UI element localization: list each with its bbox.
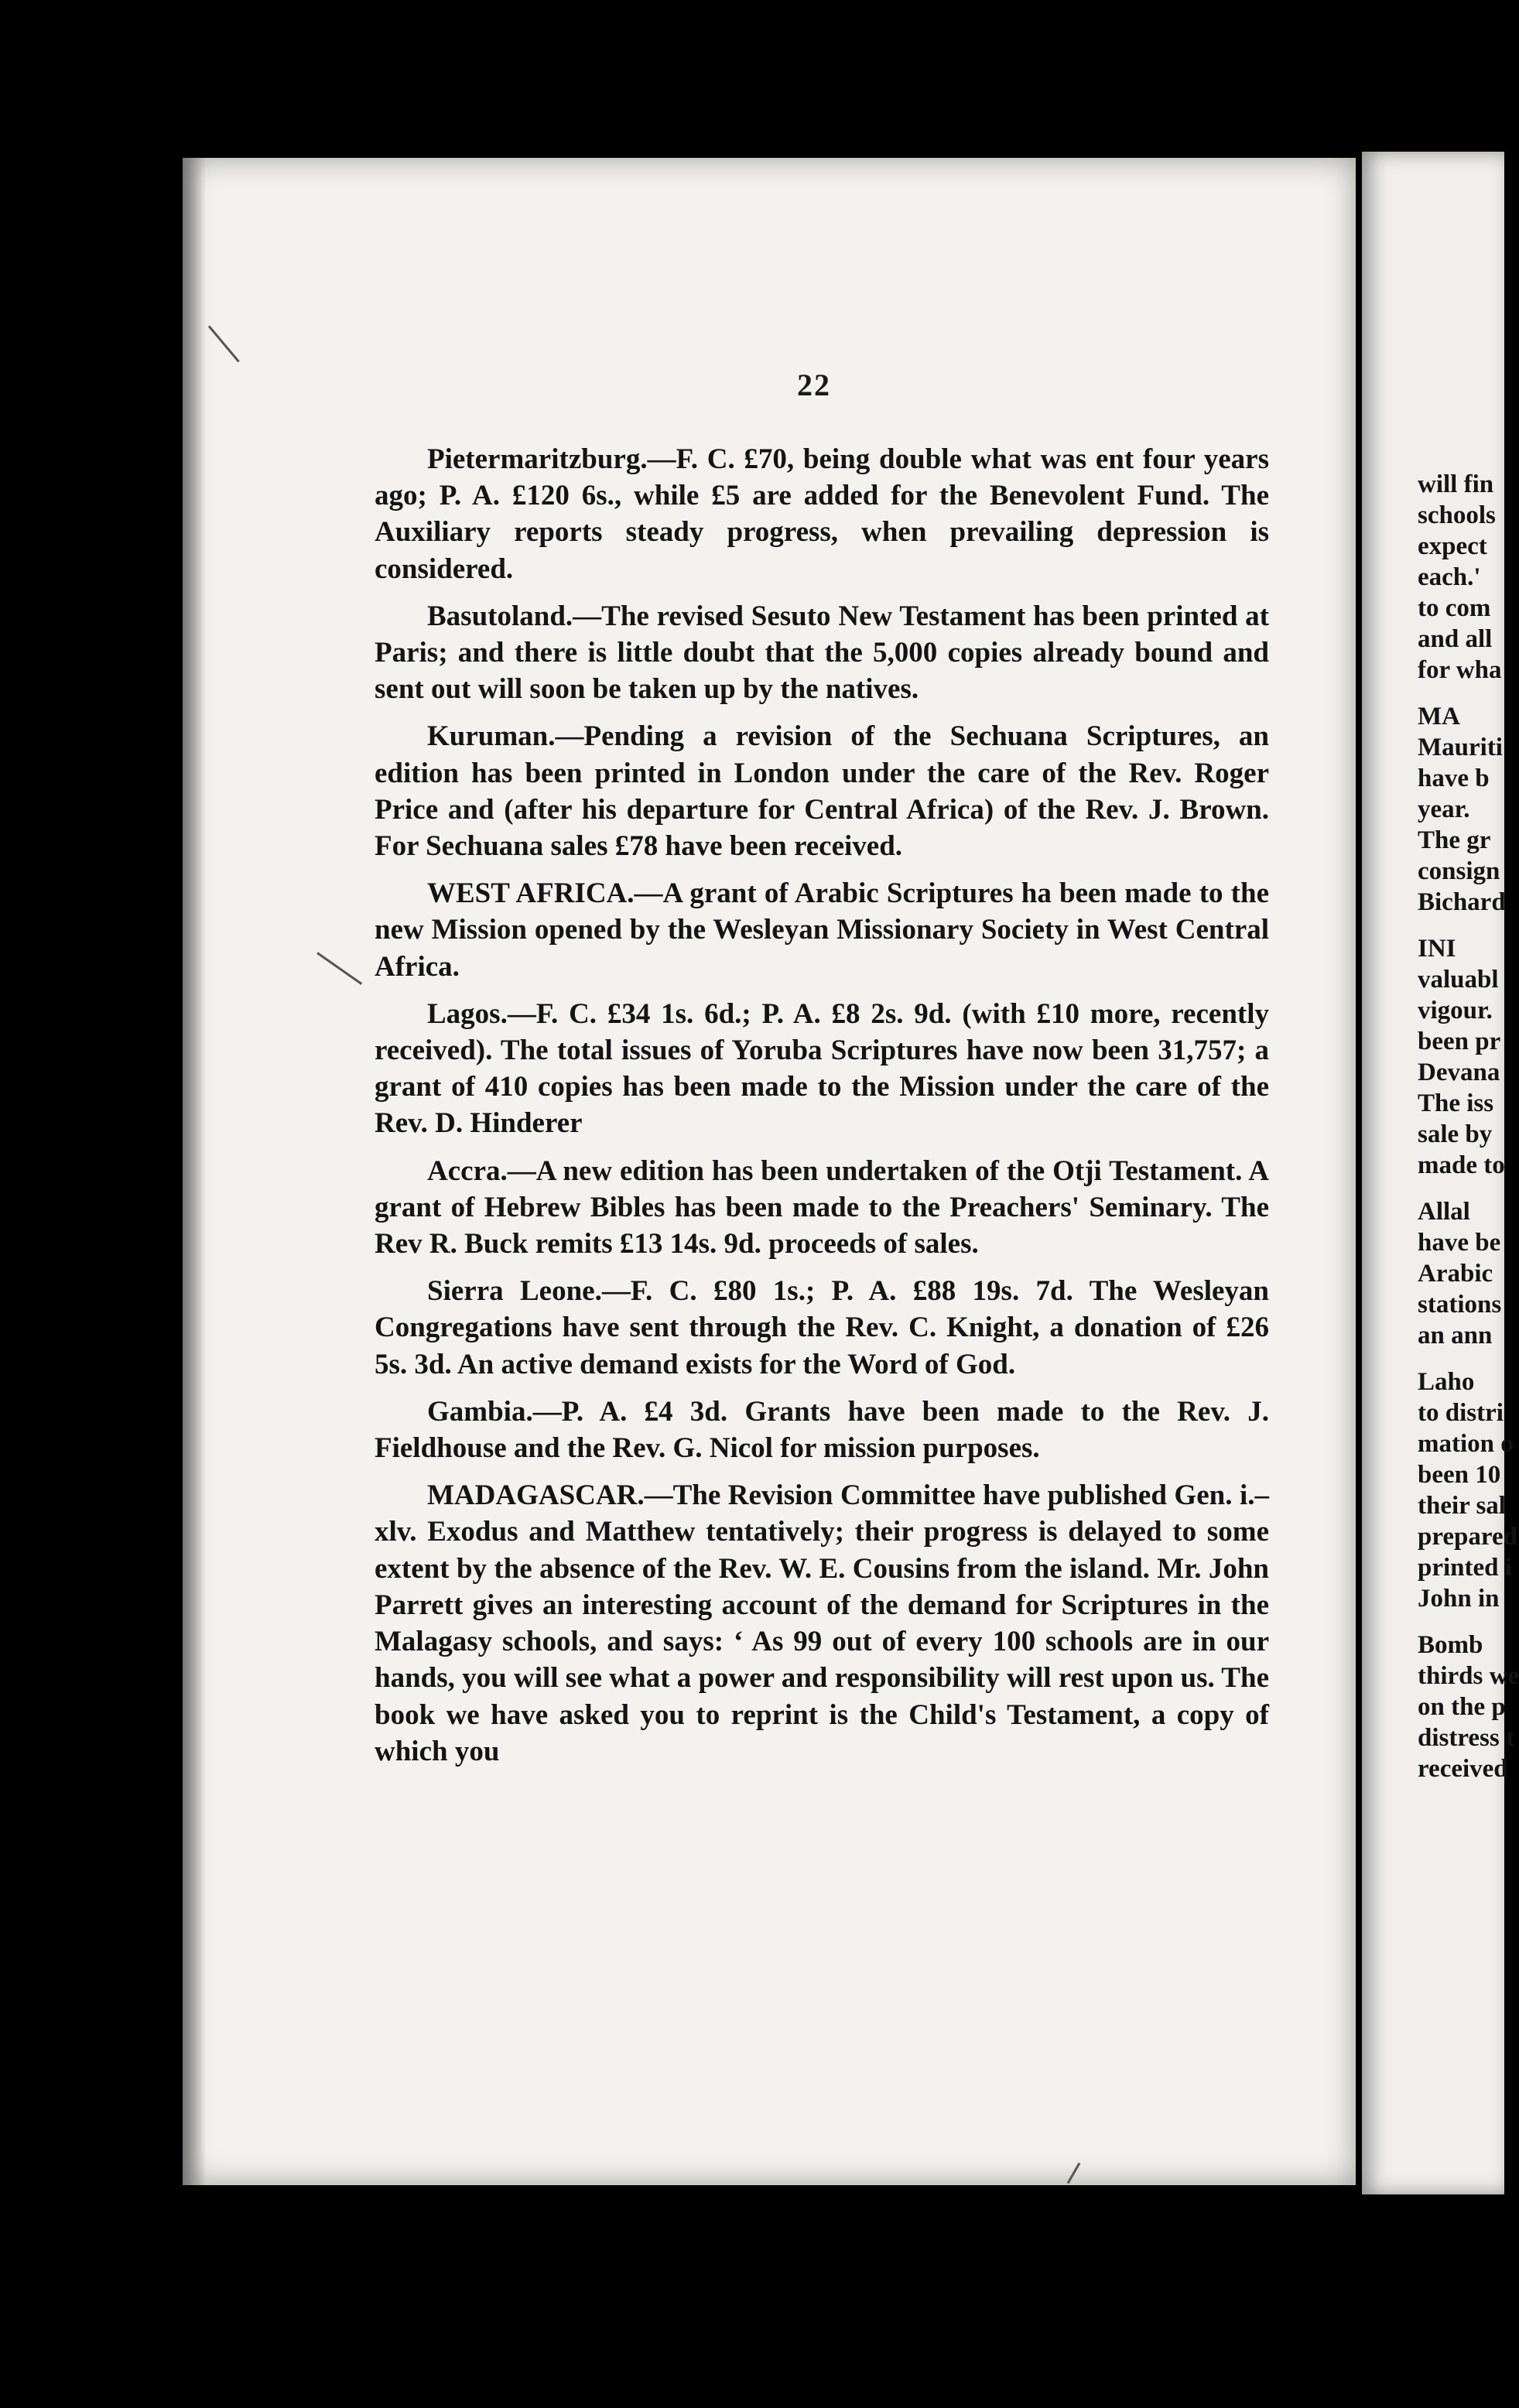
paragraph-gambia: Gambia.—P. A. £4 3d. Grants have been made to the Rev. J. Fieldhouse and the Rev. G. Nicol for mission purposes. bbox=[375, 1395, 1269, 1465]
right-fragment: Bomb bbox=[1418, 1631, 1483, 1659]
right-fragment: to com bbox=[1418, 594, 1491, 622]
right-fragment: received bbox=[1418, 1755, 1508, 1783]
paragraph-pietermaritzburg: Pietermaritzburg.—F. C. £70, being double what was ent four years ago; P. A. £120 6s., while £5 are added for the Benevolent Fund. The Auxiliary reports steady progress, when prevailing depression is considered. bbox=[375, 443, 1269, 585]
page-shadow bbox=[183, 158, 206, 2185]
right-fragment: made to bbox=[1418, 1151, 1505, 1179]
body-text bbox=[375, 441, 1269, 1780]
right-page-text bbox=[1418, 469, 1519, 1784]
right-fragment: INI bbox=[1418, 935, 1456, 963]
right-fragment: expect bbox=[1418, 532, 1487, 560]
right-fragment: The iss bbox=[1418, 1089, 1494, 1117]
paragraph-madagascar: MADAGASCAR.—The Revision Committee have published Gen. i.–xlv. Exodus and Matthew tentatively; their progress is delayed to some extent by the absence of the Rev. W. E. Cousins from the island. Mr. John Parrett gives an interesting account of the demand for Scriptures in the Malagasy schools, and says: ‘ As 99 out of every 100 schools are in our hands, you will see what a power and responsibility will rest upon us. The book we have asked you to reprint is the Child's Testament, a copy of which you bbox=[375, 1479, 1269, 1767]
right-fragment: have b bbox=[1418, 764, 1490, 792]
right-fragment: mation o bbox=[1418, 1430, 1514, 1458]
paragraph-kuruman: Kuruman.—Pending a revision of the Sechuana Scriptures, an edition has been printed in London under the care of the Rev. Roger Price and (after his departure for Central Africa) of the Rev. J. Brown. For Sechuana sales £78 have been received. bbox=[375, 720, 1269, 863]
right-fragment: Devana bbox=[1418, 1059, 1500, 1086]
right-fragment: Mauriti bbox=[1418, 734, 1503, 761]
paragraph-basutoland: Basutoland.—The revised Sesuto New Testament has been printed at Paris; and there is little doubt that the 5,000 copies already bound and sent out will soon be taken up by the natives. bbox=[375, 600, 1269, 706]
paragraph-west-africa: WEST AFRICA.—A grant of Arabic Scriptures ha been made to the new Mission opened by the Wesleyan Missionary Society in West Central Africa. bbox=[375, 877, 1269, 983]
right-fragment: consign bbox=[1418, 857, 1500, 885]
right-fragment: stations bbox=[1418, 1291, 1502, 1319]
right-fragment: Arabic bbox=[1418, 1260, 1493, 1288]
right-fragment: been 10 bbox=[1418, 1461, 1501, 1489]
right-fragment: their sal bbox=[1418, 1492, 1506, 1520]
right-fragment: year. bbox=[1418, 795, 1470, 823]
right-fragment: on the p bbox=[1418, 1693, 1506, 1721]
paragraph-sierra-leone: Sierra Leone.—F. C. £80 1s.; P. A. £88 19s. 7d. The Wesleyan Congregations have sent through the Rev. C. Knight, a donation of £26 5s. 3d. An active demand exists for the Word of God. bbox=[375, 1275, 1269, 1380]
right-fragment: MA bbox=[1418, 703, 1460, 730]
right-fragment: John in bbox=[1418, 1585, 1500, 1613]
right-fragment: each.' bbox=[1418, 563, 1481, 591]
right-fragment: distress t bbox=[1418, 1724, 1514, 1752]
right-fragment: an ann bbox=[1418, 1322, 1493, 1349]
right-fragment: will fin bbox=[1418, 470, 1494, 498]
right-fragment: Bichard bbox=[1418, 888, 1506, 916]
right-fragment: Laho bbox=[1418, 1368, 1475, 1396]
paragraph-accra: Accra.—A new edition has been undertaken of the Otji Testament. A grant of Hebrew Bibles has been made to the Preachers' Seminary. The Rev R. Buck remits £13 14s. 9d. proceeds of sales. bbox=[375, 1154, 1269, 1260]
right-fragment: vigour. bbox=[1418, 997, 1493, 1024]
right-fragment: Allal bbox=[1418, 1198, 1470, 1226]
right-fragment: The gr bbox=[1418, 826, 1491, 854]
right-fragment: prepared bbox=[1418, 1523, 1517, 1551]
right-fragment: schools bbox=[1418, 501, 1496, 529]
right-fragment: have be bbox=[1418, 1229, 1501, 1257]
page-number: 22 bbox=[797, 368, 831, 402]
right-fragment: sale by bbox=[1418, 1120, 1493, 1148]
right-fragment: and all bbox=[1418, 625, 1493, 653]
right-fragment: for wha bbox=[1418, 656, 1502, 684]
paragraph-lagos: Lagos.—F. C. £34 1s. 6d.; P. A. £8 2s. 9d. (with £10 more, recently received). The total issues of Yoruba Scriptures have now been 31,757; a grant of 410 copies has been made to the Mission under the care of the Rev. D. Hinderer bbox=[375, 997, 1269, 1140]
right-fragment: valuabl bbox=[1418, 966, 1499, 994]
right-fragment: to distri bbox=[1418, 1399, 1504, 1427]
right-fragment: been pr bbox=[1418, 1028, 1501, 1055]
right-fragment: thirds we bbox=[1418, 1662, 1519, 1690]
right-fragment: printed i bbox=[1418, 1554, 1512, 1582]
